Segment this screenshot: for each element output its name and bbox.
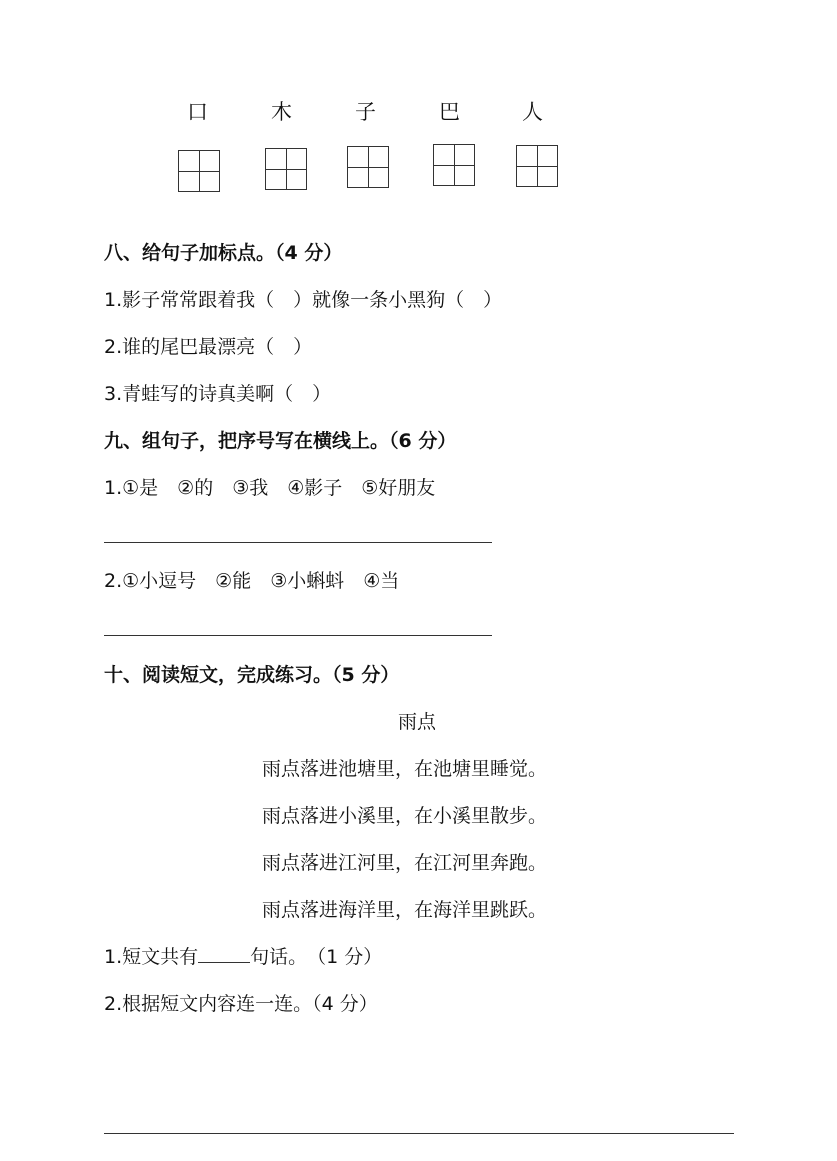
poem-title: 雨点 [398,711,437,733]
writing-grid-box[interactable] [178,150,220,192]
writing-grid-box[interactable] [347,146,389,188]
question-line: 1.影子常常跟着我（ ）就像一条小黑狗（ ） [104,289,503,311]
character-label: 巴 [439,100,460,124]
character-label: 木 [271,100,292,124]
answer-line[interactable] [104,635,492,636]
answer-line[interactable] [104,542,492,543]
writing-grid-box[interactable] [265,148,307,190]
question-line: 3.青蛙写的诗真美啊（ ） [104,383,332,405]
writing-grid-box[interactable] [516,145,558,187]
section-9-heading: 九、组句子，把序号写在横线上。（6 分） [104,430,457,452]
character-label: 口 [187,100,208,124]
fill-in-blank[interactable] [198,944,250,963]
poem-line: 雨点落进小溪里，在小溪里散步。 [262,805,548,827]
question-line: 2.①小逗号 ②能 ③小蝌蚪 ④当 [104,570,400,592]
question-text: 1.短文共有 [104,946,199,968]
writing-grid-box[interactable] [433,144,475,186]
question-text: 句话。 （1 分） [250,946,383,968]
question-line [104,942,382,969]
character-label: 子 [355,100,376,124]
poem-line: 雨点落进池塘里，在池塘里睡觉。 [262,758,548,780]
page-footer-rule [104,1133,734,1134]
question-line: 2.根据短文内容连一连。（4 分） [104,993,378,1015]
character-label: 人 [522,100,543,124]
poem-line: 雨点落进江河里，在江河里奔跑。 [262,852,548,874]
section-8-heading: 八、给句子加标点。（4 分） [104,242,343,264]
poem-line: 雨点落进海洋里，在海洋里跳跃。 [262,899,548,921]
question-line: 2.谁的尾巴最漂亮（ ） [104,336,313,358]
section-10-heading: 十、阅读短文，完成练习。（5 分） [104,664,400,686]
question-line: 1.①是 ②的 ③我 ④影子 ⑤好朋友 [104,477,436,499]
